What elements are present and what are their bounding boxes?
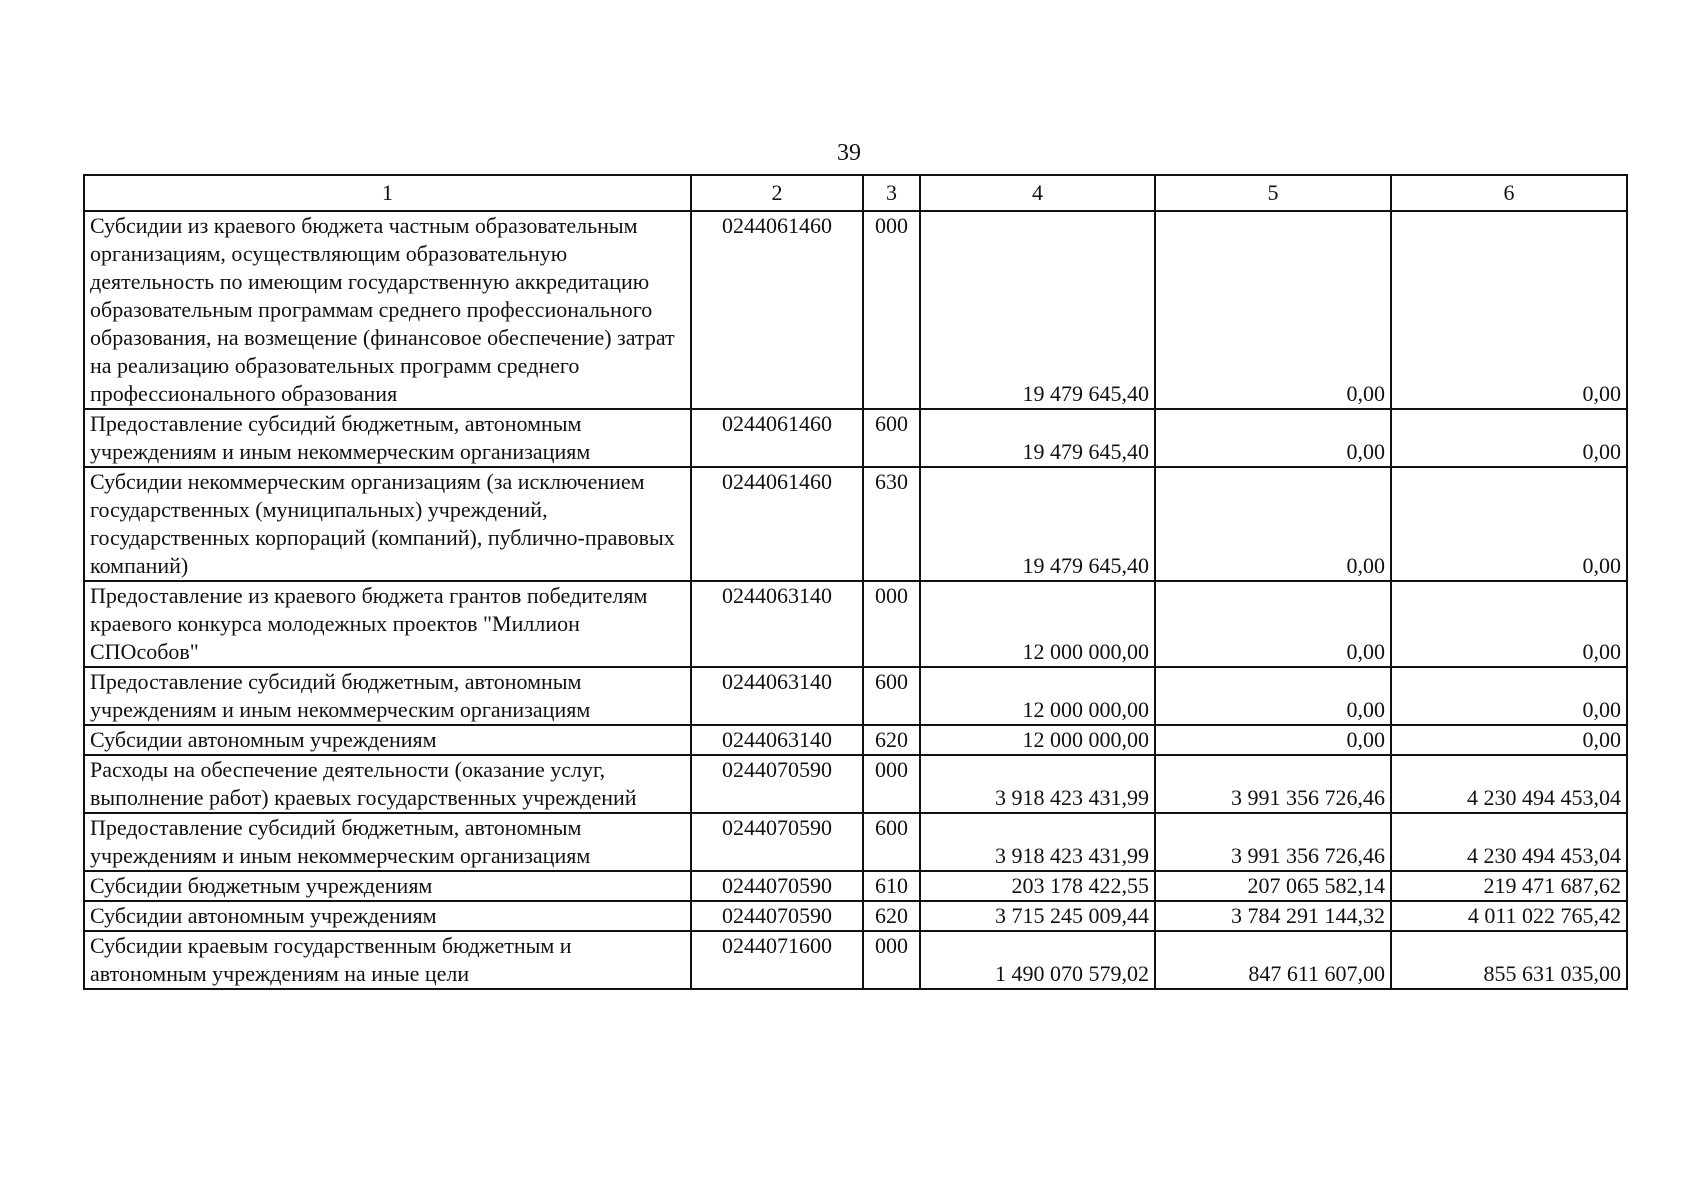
row-value-6: 4 011 022 765,42 xyxy=(1391,901,1627,931)
row-value-5: 0,00 xyxy=(1155,409,1391,467)
header-col-4: 4 xyxy=(920,175,1155,211)
row-value-5: 3 991 356 726,46 xyxy=(1155,813,1391,871)
row-value-6: 855 631 035,00 xyxy=(1391,931,1627,989)
table-row xyxy=(84,871,1627,901)
row-name: Предоставление из краевого бюджета грантов победителям краевого конкурса молодежных проектов "Миллион СПОсобов" xyxy=(84,581,691,667)
row-value-6: 0,00 xyxy=(1391,211,1627,409)
row-type: 600 xyxy=(863,813,920,871)
row-value-6: 0,00 xyxy=(1391,409,1627,467)
page-number: 39 xyxy=(837,140,861,166)
row-name: Субсидии некоммерческим организациям (за исключением государственных (муниципальных) учреждений, государственных корпораций (компаний), публично-правовых компаний) xyxy=(84,467,691,581)
budget-table xyxy=(83,174,1628,990)
row-code: 0244070590 xyxy=(691,871,863,901)
row-code: 0244061460 xyxy=(691,467,863,581)
row-value-6: 0,00 xyxy=(1391,467,1627,581)
row-value-4: 1 490 070 579,02 xyxy=(920,931,1155,989)
row-code: 0244061460 xyxy=(691,211,863,409)
row-value-5: 3 991 356 726,46 xyxy=(1155,755,1391,813)
row-value-4: 12 000 000,00 xyxy=(920,581,1155,667)
row-type: 600 xyxy=(863,667,920,725)
row-value-5: 0,00 xyxy=(1155,467,1391,581)
row-value-5: 3 784 291 144,32 xyxy=(1155,901,1391,931)
header-col-2: 2 xyxy=(691,175,863,211)
row-value-5: 0,00 xyxy=(1155,581,1391,667)
table-row xyxy=(84,581,1627,667)
row-type: 000 xyxy=(863,211,920,409)
row-type: 000 xyxy=(863,931,920,989)
row-value-6: 219 471 687,62 xyxy=(1391,871,1627,901)
table-row xyxy=(84,667,1627,725)
row-value-5: 207 065 582,14 xyxy=(1155,871,1391,901)
row-value-5: 847 611 607,00 xyxy=(1155,931,1391,989)
row-value-6: 4 230 494 453,04 xyxy=(1391,755,1627,813)
row-code: 0244061460 xyxy=(691,409,863,467)
row-value-4: 3 918 423 431,99 xyxy=(920,755,1155,813)
row-value-5: 0,00 xyxy=(1155,667,1391,725)
row-value-6: 0,00 xyxy=(1391,667,1627,725)
table-row xyxy=(84,901,1627,931)
row-name: Субсидии автономным учреждениям xyxy=(84,725,691,755)
row-type: 620 xyxy=(863,725,920,755)
row-value-4: 12 000 000,00 xyxy=(920,667,1155,725)
table-row xyxy=(84,755,1627,813)
table-row xyxy=(84,211,1627,409)
table-row xyxy=(84,813,1627,871)
row-value-4: 3 715 245 009,44 xyxy=(920,901,1155,931)
header-col-3: 3 xyxy=(863,175,920,211)
row-name: Субсидии из краевого бюджета частным образовательным организациям, осуществляющим образовательную деятельность по имеющим государственную аккредитацию образовательным программам среднего профессионального образования, на возмещение (финансовое обеспечение) затрат на реализацию образовательных программ среднего профессионального образования xyxy=(84,211,691,409)
row-name: Предоставление субсидий бюджетным, автономным учреждениям и иным некоммерческим организациям xyxy=(84,667,691,725)
row-code: 0244063140 xyxy=(691,667,863,725)
row-code: 0244063140 xyxy=(691,725,863,755)
row-type: 000 xyxy=(863,755,920,813)
table-row xyxy=(84,467,1627,581)
row-value-5: 0,00 xyxy=(1155,211,1391,409)
row-code: 0244070590 xyxy=(691,813,863,871)
row-name: Субсидии автономным учреждениям xyxy=(84,901,691,931)
row-value-4: 19 479 645,40 xyxy=(920,211,1155,409)
row-value-6: 0,00 xyxy=(1391,581,1627,667)
row-type: 600 xyxy=(863,409,920,467)
header-row xyxy=(84,175,1627,211)
row-code: 0244071600 xyxy=(691,931,863,989)
table-row xyxy=(84,931,1627,989)
row-code: 0244070590 xyxy=(691,901,863,931)
row-type: 000 xyxy=(863,581,920,667)
row-code: 0244070590 xyxy=(691,755,863,813)
row-value-4: 19 479 645,40 xyxy=(920,467,1155,581)
row-value-4: 12 000 000,00 xyxy=(920,725,1155,755)
row-name: Расходы на обеспечение деятельности (оказание услуг, выполнение работ) краевых государственных учреждений xyxy=(84,755,691,813)
row-name: Субсидии краевым государственным бюджетным и автономным учреждениям на иные цели xyxy=(84,931,691,989)
row-value-4: 203 178 422,55 xyxy=(920,871,1155,901)
table-row xyxy=(84,725,1627,755)
header-col-5: 5 xyxy=(1155,175,1391,211)
row-value-5: 0,00 xyxy=(1155,725,1391,755)
header-col-1: 1 xyxy=(84,175,691,211)
row-name: Предоставление субсидий бюджетным, автономным учреждениям и иным некоммерческим организациям xyxy=(84,409,691,467)
row-code: 0244063140 xyxy=(691,581,863,667)
row-type: 620 xyxy=(863,901,920,931)
table-row xyxy=(84,409,1627,467)
row-name: Предоставление субсидий бюджетным, автономным учреждениям и иным некоммерческим организациям xyxy=(84,813,691,871)
row-type: 610 xyxy=(863,871,920,901)
row-value-6: 4 230 494 453,04 xyxy=(1391,813,1627,871)
header-col-6: 6 xyxy=(1391,175,1627,211)
row-value-4: 19 479 645,40 xyxy=(920,409,1155,467)
row-type: 630 xyxy=(863,467,920,581)
row-value-6: 0,00 xyxy=(1391,725,1627,755)
row-name: Субсидии бюджетным учреждениям xyxy=(84,871,691,901)
row-value-4: 3 918 423 431,99 xyxy=(920,813,1155,871)
